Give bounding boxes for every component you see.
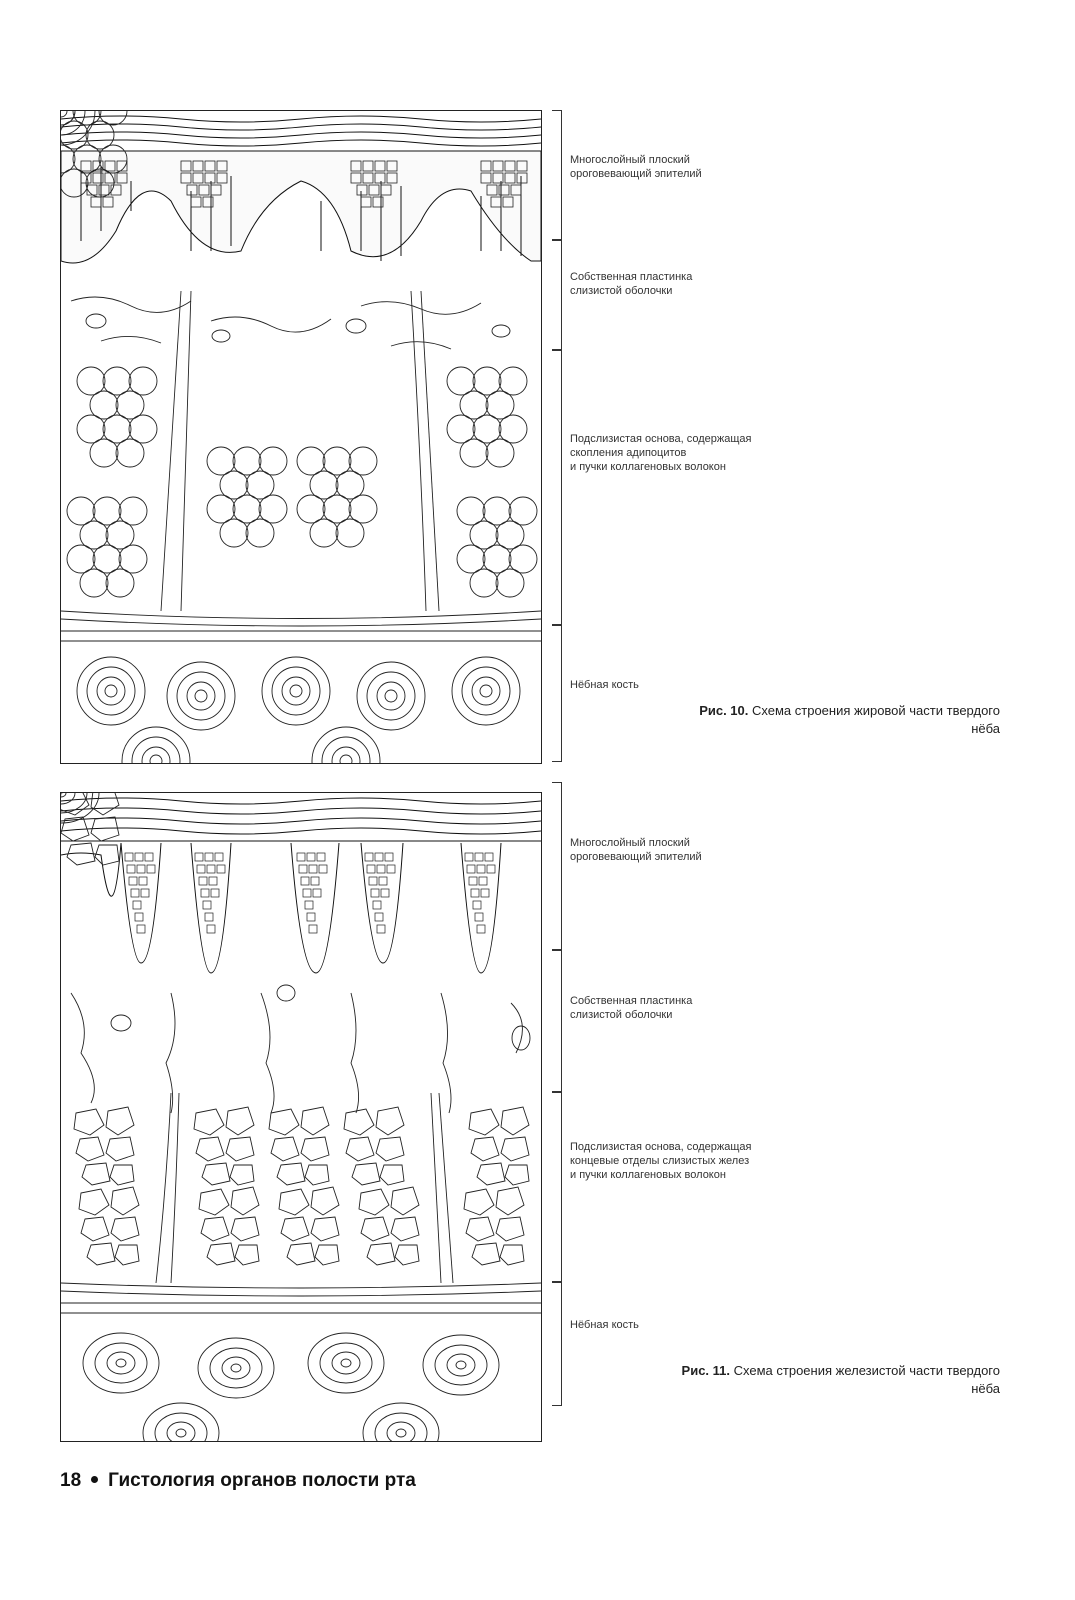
bracket-bone-11	[552, 1282, 562, 1406]
label-epithelium-11: Многослойный плоский ороговевающий эпителий	[570, 837, 702, 863]
caption-prefix-10: Рис. 10.	[699, 703, 749, 718]
bracket-submucosa-11	[552, 1092, 562, 1282]
bracket-bone-10	[552, 625, 562, 762]
label-submucosa-10: Подслизистая основа, содержащая скопления адипоцитов и пучки коллагеновых волокон	[570, 433, 752, 473]
page-number: 18	[60, 1470, 82, 1491]
caption-figure-10	[670, 702, 1000, 738]
hard-palate-glandular-section-drawing	[61, 793, 541, 1441]
label-bone-10: Нёбная кость	[570, 679, 639, 691]
bracket-submucosa-10	[552, 350, 562, 625]
bracket-lamina-propria-11	[552, 950, 562, 1092]
bracket-epithelium-11	[552, 782, 562, 950]
hard-palate-fatty-section-drawing	[61, 111, 541, 763]
caption-prefix-11: Рис. 11.	[681, 1363, 731, 1378]
bracket-lamina-propria-10	[552, 240, 562, 350]
label-submucosa-11: Подслизистая основа, содержащая концевые отделы слизистых желез и пучки коллагеновых волокон	[570, 1141, 752, 1181]
caption-text-11: Схема строения железистой части твердого нёба	[733, 1363, 1000, 1396]
bracket-epithelium-10	[552, 110, 562, 240]
label-epithelium-10: Многослойный плоский ороговевающий эпителий	[570, 154, 702, 180]
figure-11-illustration	[60, 792, 542, 1442]
label-lamina-propria-10: Собственная пластинка слизистой оболочки	[570, 271, 693, 297]
bullet-icon	[91, 1476, 98, 1483]
label-bone-11: Нёбная кость	[570, 1319, 639, 1331]
page-footer	[60, 1470, 416, 1492]
figure-10-illustration	[60, 110, 542, 764]
caption-figure-11	[670, 1362, 1000, 1398]
label-lamina-propria-11: Собственная пластинка слизистой оболочки	[570, 995, 693, 1021]
book-title: Гистология органов полости рта	[108, 1470, 416, 1491]
caption-text-10: Схема строения жировой части твердого нёба	[752, 703, 1000, 736]
